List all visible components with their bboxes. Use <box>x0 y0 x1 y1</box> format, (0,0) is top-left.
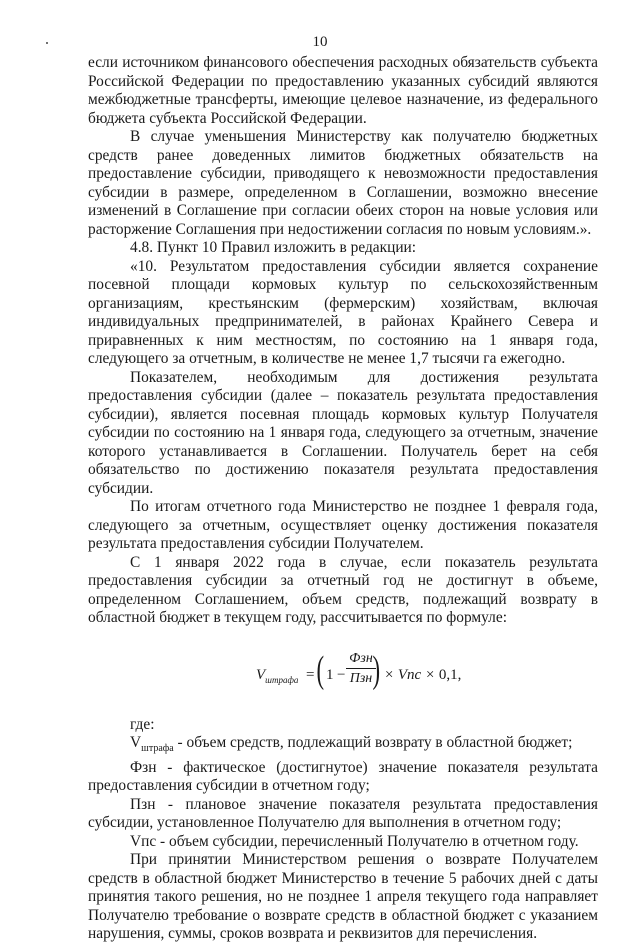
paragraph-budget-reduction: В случае уменьшения Министерству как получателю бюджетных средств ранее доведенных лимитов бюджетных обязательств на предоставление субсидии, приводящего к невозможности предоставления субсидии в размере, определенном в Соглашении, возможно внесение изменений в Соглашение при согласии обеих сторон на новые условия или расторжение Соглашения при недостижении согласия по новым условиям.». <box>88 128 598 238</box>
formula-left-paren: ( <box>316 648 325 691</box>
paragraph-item-10: «10. Результатом предоставления субсидии является сохранение посевной площади кормовых культур по сельскохозяйственным организациям, крестьянским (фермерским) хозяйствам, включая индивидуальных предпринимателей, в районах Крайнего Севера и приравненных к ним местностям, по состоянию на 1 января года, следующего за отчетным, в количестве не менее 1,7 тысячи га ежегодно. <box>88 257 598 367</box>
paragraph-refund-rule: С 1 января 2022 года в случае, если показатель результата предоставления субсидии за отчетный год не достигнут в объеме, определенном Соглашением, объем средств, подлежащий возврату в областной бюджет в текущем году, рассчитывается по формуле: <box>88 553 598 626</box>
paragraph-evaluation: По итогам отчетного года Министерство не позднее 1 февраля года, следующего за отчетным, осуществляет оценку достижения показателя результата предоставления субсидии Получателем. <box>88 498 598 552</box>
document-body <box>88 54 598 944</box>
definition-fzn: Фзн - фактическое (достигнутое) значение показателя результата предоставления субсидии в отчетном году; <box>88 758 598 795</box>
refund-formula <box>88 646 598 702</box>
formula-right-paren: ) <box>372 648 381 691</box>
definition-v-shtrafa: $V_{штрафа}$ - объем средств, подлежащий возврату в областной бюджет; <box>130 734 573 755</box>
definition-vps: Vпс - объем субсидии, перечисленный Получателю в отчетном году. <box>130 832 579 850</box>
formula-equals: = <box>306 666 315 683</box>
where-label: где: <box>130 715 155 733</box>
formula-fraction <box>346 650 376 687</box>
paragraph-amendment-4-8: 4.8. Пункт 10 Правил изложить в редакции: <box>130 239 417 256</box>
formula-tail: × Vпс × 0,1, <box>384 666 462 683</box>
formula-fraction-bar <box>346 668 376 669</box>
definition-pzn: Пзн - плановое значение показателя результата предоставления субсидии, установленное Получателю для выполнения в отчетном году; <box>88 795 598 832</box>
page-number: 10 <box>312 34 328 50</box>
formula-denominator: Пзн <box>349 670 373 686</box>
paragraph-indicator: Показателем, необходимым для достижения результата предоставления субсидии (далее – показатель результата предоставления субсидии), является посевная площадь кормовых культур Получателя субсидии по состоянию на 1 января года, следующего за отчетным, значение которого устанавливается в Соглашении. Получатель берет на себя обязательство по достижению показателя результата предоставления субсидии. <box>88 368 598 497</box>
formula-one: 1 <box>326 666 334 683</box>
formula-lhs: $V_{штрафа}$ <box>256 666 299 685</box>
paragraph-refund-procedure: При принятии Министерством решения о возврате Получателем средств в областной бюджет Министерство в течение 5 рабочих дней с даты принятия такого решения, но не позднее 1 апреля текущего года направляет Получателю требование о возврате средств в областной бюджет с указанием нарушения, суммы, сроков возврата и реквизитов для перечисления. <box>88 851 598 943</box>
paragraph-continuation: если источником финансового обеспечения расходных обязательств субъекта Российской Федерации по предоставлению указанных субсидий являются межбюджетные трансферты, имеющие целевое назначение, из федерального бюджета субъекта Российской Федерации. <box>88 54 598 127</box>
formula-minus: − <box>337 666 346 683</box>
formula-numerator: Фзн <box>349 650 373 666</box>
